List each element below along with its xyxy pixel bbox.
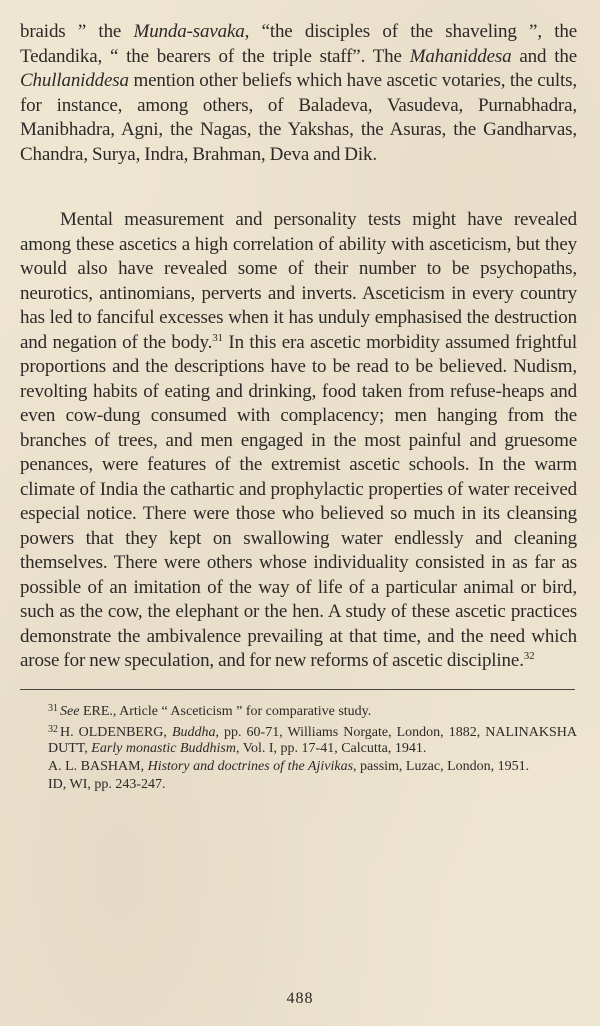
- text-run: and the: [511, 45, 577, 67]
- text-run: mention other beliefs which have ascetic votaries, the cults, for instance, among others, of Baladeva, Vasudeva, Purnabhadra, Manibhadra, Agni, the Nagas, the Yakshas, the Asuras, the Gandharvas, Chandra, Surya, Indra, Brahman, Deva and Dik.: [20, 70, 577, 165]
- text-run: ID, WI, pp. 243-247.: [48, 777, 166, 792]
- italic-text: Chullaniddesa: [20, 70, 129, 91]
- footnote-32: [20, 722, 577, 758]
- footnote-rule: [20, 689, 575, 690]
- italic-text: History and doctrines of the Ajivikas: [147, 759, 354, 774]
- text-run: , Vol. I, pp. 17-41, Calcutta, 1941.: [235, 741, 427, 756]
- italic-text: Early monastic Buddhism: [91, 741, 236, 756]
- text-run: , passim, Luzac, London, 1951.: [353, 759, 530, 774]
- text-run: , “the disciples of the shaveling ”, the Tedandika, “ the bearers of the triple staff”. The: [20, 21, 577, 67]
- text-run: A. L. BASHAM,: [48, 759, 148, 774]
- footnotes: [20, 701, 577, 794]
- text-run: Mental measurement and personality tests might have revealed among these ascetics a high correlation of ability with asceticism, but they would also have revealed some of their number to be psychopaths, neurotics, antinomians, perverts and inverts. Asceticism in every country has led to fanciful excesses when it has unduly emphasised the destruction and negation of the body.: [20, 209, 577, 353]
- footnote-number: 32: [48, 723, 58, 735]
- italic-text: Buddha: [171, 724, 216, 740]
- footnote-32-basham: [20, 759, 577, 776]
- italic-text: Munda-savaka: [133, 21, 245, 42]
- text-run: braids ” the: [20, 21, 134, 42]
- footnote-number: 31: [48, 702, 58, 714]
- text-run: ERE., Article “ Asceticism ” for comparative study.: [79, 703, 372, 719]
- text-run: H. OLDENBERG,: [60, 724, 172, 740]
- text-run: In this era ascetic morbidity assumed frightful proportions and the descriptions have to be read to be believed. Nudism, revolting habits of eating and drinking, food taken from refuse-heaps and even cow-dung consumed with complacency; men hanging from the branches of trees, and men engaged in the most painful and gruesome penances, were features of the extremist ascetic schools. In the warm climate of India the cathartic and prophylactic properties of water received especial notice. There were those who believed so much in its cleansing powers that they kept on swallowing water endlessly and cleaning themselves. There were others whose individuality consisted in as far as possible of an imitation of the way of life of a particular animal or bird, such as the cow, the elephant or the hen. A study of these ascetic practices demonstrate the ambivalence prevailing at that time, and the need which arose for new speculation, and for new reforms of ascetic discipline.: [20, 331, 577, 671]
- italic-text: Mahaniddesa: [409, 45, 512, 67]
- page-body: [20, 20, 577, 795]
- footnote-ref: 31: [212, 331, 223, 344]
- paragraph-1: [20, 20, 577, 167]
- footnote-ref: 32: [523, 650, 535, 662]
- text-run: , pp. 60-71, Williams Norgate, London, 1882, NALINAKSHA DUTT,: [48, 724, 577, 756]
- paragraph-2: [20, 208, 577, 674]
- footnote-31: [20, 701, 577, 721]
- footnote-32-id: [20, 777, 577, 794]
- italic-text: See: [60, 703, 80, 719]
- page-number: 488: [286, 990, 314, 1007]
